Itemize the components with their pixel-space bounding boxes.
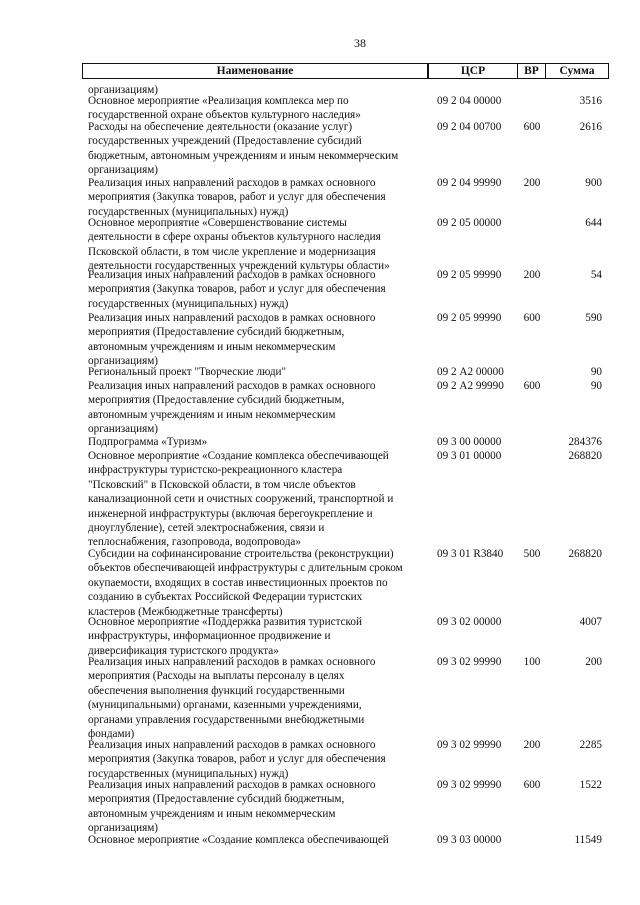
- row-sum: 54: [590, 269, 602, 281]
- row-csr: 09 3 01 00000: [437, 450, 502, 462]
- row-name: Основное мероприятие «Реализация комплекса мер по государственной охране объектов культурного наследия»: [88, 95, 361, 122]
- row-vr: 600: [523, 779, 541, 791]
- column-header-sum: Сумма: [545, 63, 609, 79]
- row-name: Реализация иных направлений расходов в рамках основного мероприятия (Закупка товаров, работ и услуг для обеспечения государственных (муниципальных) нужд): [88, 177, 386, 218]
- row-vr: 200: [523, 269, 541, 281]
- row-name: Подпрограмма «Туризм»: [88, 436, 208, 448]
- row-sum: 268820: [568, 450, 602, 462]
- row-vr: 500: [523, 548, 541, 560]
- row-csr: 09 2 04 00000: [437, 95, 502, 107]
- row-sum: 644: [585, 217, 602, 229]
- row-csr: 09 3 01 R3840: [437, 548, 504, 560]
- row-name: Основное мероприятие «Поддержка развития туристской инфраструктуры, информационное продвижение и диверсификация туристского продукта»: [88, 616, 363, 657]
- column-header-csr: ЦСР: [428, 63, 518, 79]
- row-name: Основное мероприятие «Создание комплекса обеспечивающей: [88, 834, 389, 846]
- row-vr: 200: [523, 177, 541, 189]
- row-name: Реализация иных направлений расходов в рамках основного мероприятия (Предоставление субсидий бюджетным, автономным учреждениям и иным некоммерческим организациям): [88, 312, 376, 368]
- row-sum: 11549: [574, 834, 602, 846]
- row-sum: 590: [585, 312, 602, 324]
- row-name: Основное мероприятие «Создание комплекса обеспечивающей инфраструктуры туристско-рекреационного кластера "Псковский" в Псковской области, в том числе объектов канализационной сети и очистных сооружений, транспортной и инженерной инфраструктуры (включая берегоукрепление и дноуглубление), сетей электроснабжения, связи и теплоснабжения, газопровода, водопровода»: [88, 450, 394, 549]
- row-name: Реализация иных направлений расходов в рамках основного мероприятия (Закупка товаров, работ и услуг для обеспечения государственных (муниципальных) нужд): [88, 739, 386, 780]
- row-vr: 200: [523, 739, 541, 751]
- row-csr: 09 3 02 00000: [437, 616, 502, 628]
- row-sum: 4007: [579, 616, 602, 628]
- row-sum: 200: [585, 656, 602, 668]
- row-name: Реализация иных направлений расходов в рамках основного мероприятия (Закупка товаров, работ и услуг для обеспечения государственных (муниципальных) нужд): [88, 269, 386, 310]
- row-csr: 09 2 А2 00000: [437, 366, 504, 378]
- row-csr: 09 3 03 00000: [437, 834, 502, 846]
- row-vr: 600: [523, 380, 541, 392]
- row-name: организациям): [88, 84, 159, 96]
- row-csr: 09 2 04 99990: [437, 177, 502, 189]
- row-name: Основное мероприятие «Совершенствование системы деятельности в сфере охраны объектов культурного наследия Псковской области, в том числе укрепление и модернизация деятельности государственных учреждений культуры области»: [88, 217, 390, 273]
- row-sum: 2616: [579, 121, 602, 133]
- column-header-vr: ВР: [517, 63, 546, 79]
- row-sum: 284376: [568, 436, 602, 448]
- row-sum: 90: [590, 380, 602, 392]
- row-csr: 09 2 05 00000: [437, 217, 502, 229]
- row-name: Реализация иных направлений расходов в рамках основного мероприятия (Предоставление субсидий бюджетным, автономным учреждениям и иным некоммерческим организациям): [88, 779, 376, 835]
- row-name: Субсидии на софинансирование строительства (реконструкции) объектов обеспечивающей инфраструктуры с длительным сроком окупаемости, входящих в состав инвестиционных проектов по созданию в субъектах Российской Федерации туристских кластеров (Межбюджетные трансферты): [88, 548, 403, 618]
- row-csr: 09 2 04 00700: [437, 121, 502, 133]
- row-sum: 90: [590, 366, 602, 378]
- row-sum: 1522: [579, 779, 602, 791]
- row-vr: 600: [523, 312, 541, 324]
- page-number: 38: [354, 36, 366, 50]
- row-name: Реализация иных направлений расходов в рамках основного мероприятия (Предоставление субсидий бюджетным, автономным учреждениям и иным некоммерческим организациям): [88, 380, 376, 436]
- row-csr: 09 3 02 99990: [437, 779, 502, 791]
- row-name: Региональный проект "Творческие люди": [88, 366, 287, 378]
- row-sum: 2285: [579, 739, 602, 751]
- row-csr: 09 2 05 99990: [437, 269, 502, 281]
- row-csr: 09 2 05 99990: [437, 312, 502, 324]
- row-name: Реализация иных направлений расходов в рамках основного мероприятия (Расходы на выплаты персоналу в целях обеспечения выполнения функций государственными (муниципальными) органами, казенными учреждениями, органами управления государственными внебюджетными фондами): [88, 656, 376, 741]
- column-header-name: Наименование: [82, 63, 428, 79]
- row-csr: 09 2 А2 99990: [437, 380, 504, 392]
- row-sum: 900: [585, 177, 602, 189]
- row-sum: 3516: [579, 95, 602, 107]
- row-vr: 100: [523, 656, 541, 668]
- row-name: Расходы на обеспечение деятельности (оказание услуг) государственных учреждений (Предоставление субсидий бюджетным, автономным учреждениям и иным некоммерческим организациям): [88, 121, 399, 177]
- row-vr: 600: [523, 121, 541, 133]
- row-sum: 268820: [568, 548, 602, 560]
- row-csr: 09 3 00 00000: [437, 436, 502, 448]
- row-csr: 09 3 02 99990: [437, 739, 502, 751]
- row-csr: 09 3 02 99990: [437, 656, 502, 668]
